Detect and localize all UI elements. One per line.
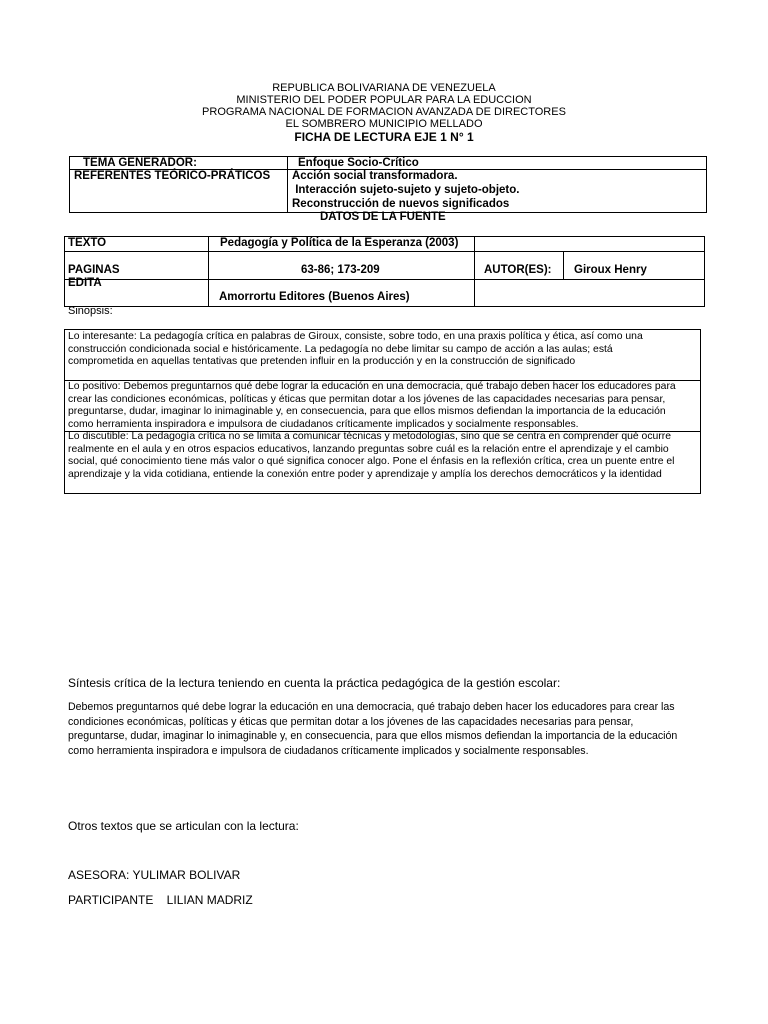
texto-value: Pedagogía y Política de la Esperanza (2003): [220, 237, 459, 249]
sinopsis-positivo-line: Lo positivo: Debemos preguntarnos qué debe lograr la educación en una democracia, qué trabajo deben hacer los educadores para: [68, 381, 676, 392]
sinopsis-discutible-line: aprendizaje y la vida cotidiana, entiende la conexión entre poder y aprendizaje y amplía los derechos democráticos y la identidad: [68, 468, 662, 480]
fuente-col-divider-2: [474, 236, 475, 307]
sinopsis-interesante: [68, 331, 702, 369]
otros-textos-label: Otros textos que se articulan con la lectura:: [68, 819, 299, 833]
fuente-title: DATOS DE LA FUENTE: [320, 211, 446, 223]
sinopsis-positivo: [68, 381, 702, 431]
paginas-value: 63-86; 173-209: [301, 264, 380, 276]
sinopsis-discutible-line: realmente en el aula y en otros espacios educativos, lanzando preguntas sobre cuál es la relación entre el aprendizaje y el cambio: [68, 443, 669, 455]
referentes-label: REFERENTES TEÓRICO-PRÁTICOS: [74, 170, 271, 182]
sinopsis-positivo-line: como herramienta inspiradora e impulsora de ciudadanos críticamente implicados y socialmente responsables.: [68, 418, 579, 430]
sinopsis-interesante-line: comprometida en aquellas tentativas que pretenden influir en la producción y en la construcción de significado: [68, 356, 576, 368]
participante-line: PARTICIPANTE LILIAN MADRIZ: [68, 893, 253, 907]
header-line-program: PROGRAMA NACIONAL DE FORMACION AVANZADA DE DIRECTORES: [202, 106, 566, 118]
sintesis-body: [68, 700, 700, 758]
sinopsis-discutible-line: social, qué conocimiento tiene más valor o qué significa conocer algo. Pone el énfasis en la reflexión crítica, crea un puente entre el: [68, 456, 675, 468]
sinopsis-label: Sinopsis:: [68, 305, 113, 317]
texto-label: TEXTO: [68, 237, 107, 249]
sinopsis-discutible: [68, 431, 702, 481]
tema-generador-value: Enfoque Socio-Crítico: [298, 157, 419, 169]
sinopsis-interesante-line: Lo interesante: La pedagogía crítica en palabras de Giroux, consiste, sobre todo, en una praxis política y ética, así como una: [68, 331, 643, 342]
autor-label: AUTOR(ES):: [484, 264, 552, 276]
paginas-label: PAGINAS: [68, 264, 120, 276]
header-line-location: EL SOMBRERO MUNICIPIO MELLADO: [285, 118, 483, 130]
asesora-line: ASESORA: YULIMAR BOLIVAR: [68, 868, 241, 882]
fuente-row-divider-2: [64, 279, 705, 280]
referente-item-3: Reconstrucción de nuevos significados: [292, 198, 510, 210]
edita-value: Amorrortu Editores (Buenos Aires): [219, 291, 410, 303]
tema-table-divider: [287, 156, 288, 213]
sinopsis-positivo-line: crear las condiciones económicas, políticas y éticas que permitan dotar a los jóvenes de las capacidades necesarias para pensar,: [68, 393, 666, 405]
sinopsis-discutible-line: Lo discutible: La pedagogía crítica no se limita a comunicar técnicas y metodologías, sino que se centra en comprender qué ocurre: [68, 431, 671, 442]
referente-item-2: Interacción sujeto-sujeto y sujeto-objeto.: [292, 184, 520, 196]
fuente-col-divider-3: [563, 251, 564, 279]
sinopsis-positivo-line: preguntarse, dudar, imaginar lo inimaginable y, en consecuencia, para que ellos mismos defiendan la importancia de la educación: [68, 406, 666, 418]
tema-generador-label: TEMA GENERADOR:: [83, 157, 197, 169]
sintesis-line: preguntarse, dudar, imaginar lo inimaginable y, en consecuencia, para que ellos mismos defiendan la importancia de la educación: [68, 730, 678, 742]
sintesis-line: condiciones económicas, políticas y éticas que permitan dotar a los jóvenes de las capacidades necesarias para pensar,: [68, 715, 634, 728]
sintesis-label: Síntesis crítica de la lectura teniendo en cuenta la práctica pedagógica de la gestión escolar:: [68, 676, 561, 690]
sintesis-line: como herramienta inspiradora e impulsora de ciudadanos críticamente implicados y socialmente responsables.: [68, 744, 589, 757]
header-line-republic: REPUBLICA BOLIVARIANA DE VENEZUELA: [272, 82, 496, 94]
sinopsis-interesante-line: construcción condicionada social e históricamente. La pedagogía no debe limitar su campo de acción a las aulas; está: [68, 343, 613, 355]
edita-label: EDITA: [68, 277, 102, 289]
autor-value: Giroux Henry: [574, 264, 647, 276]
header-line-ministry: MINISTERIO DEL PODER POPULAR PARA LA EDUCCION: [236, 94, 532, 106]
sintesis-line: Debemos preguntarnos qué debe lograr la educación en una democracia, qué trabajo deben hacer los educadores para crear las: [68, 701, 675, 713]
referente-item-1: Acción social transformadora.: [292, 170, 458, 182]
fuente-col-divider-1: [208, 236, 209, 307]
document-title: FICHA DE LECTURA EJE 1 N° 1: [294, 130, 474, 144]
fuente-row-divider-1: [64, 251, 705, 252]
